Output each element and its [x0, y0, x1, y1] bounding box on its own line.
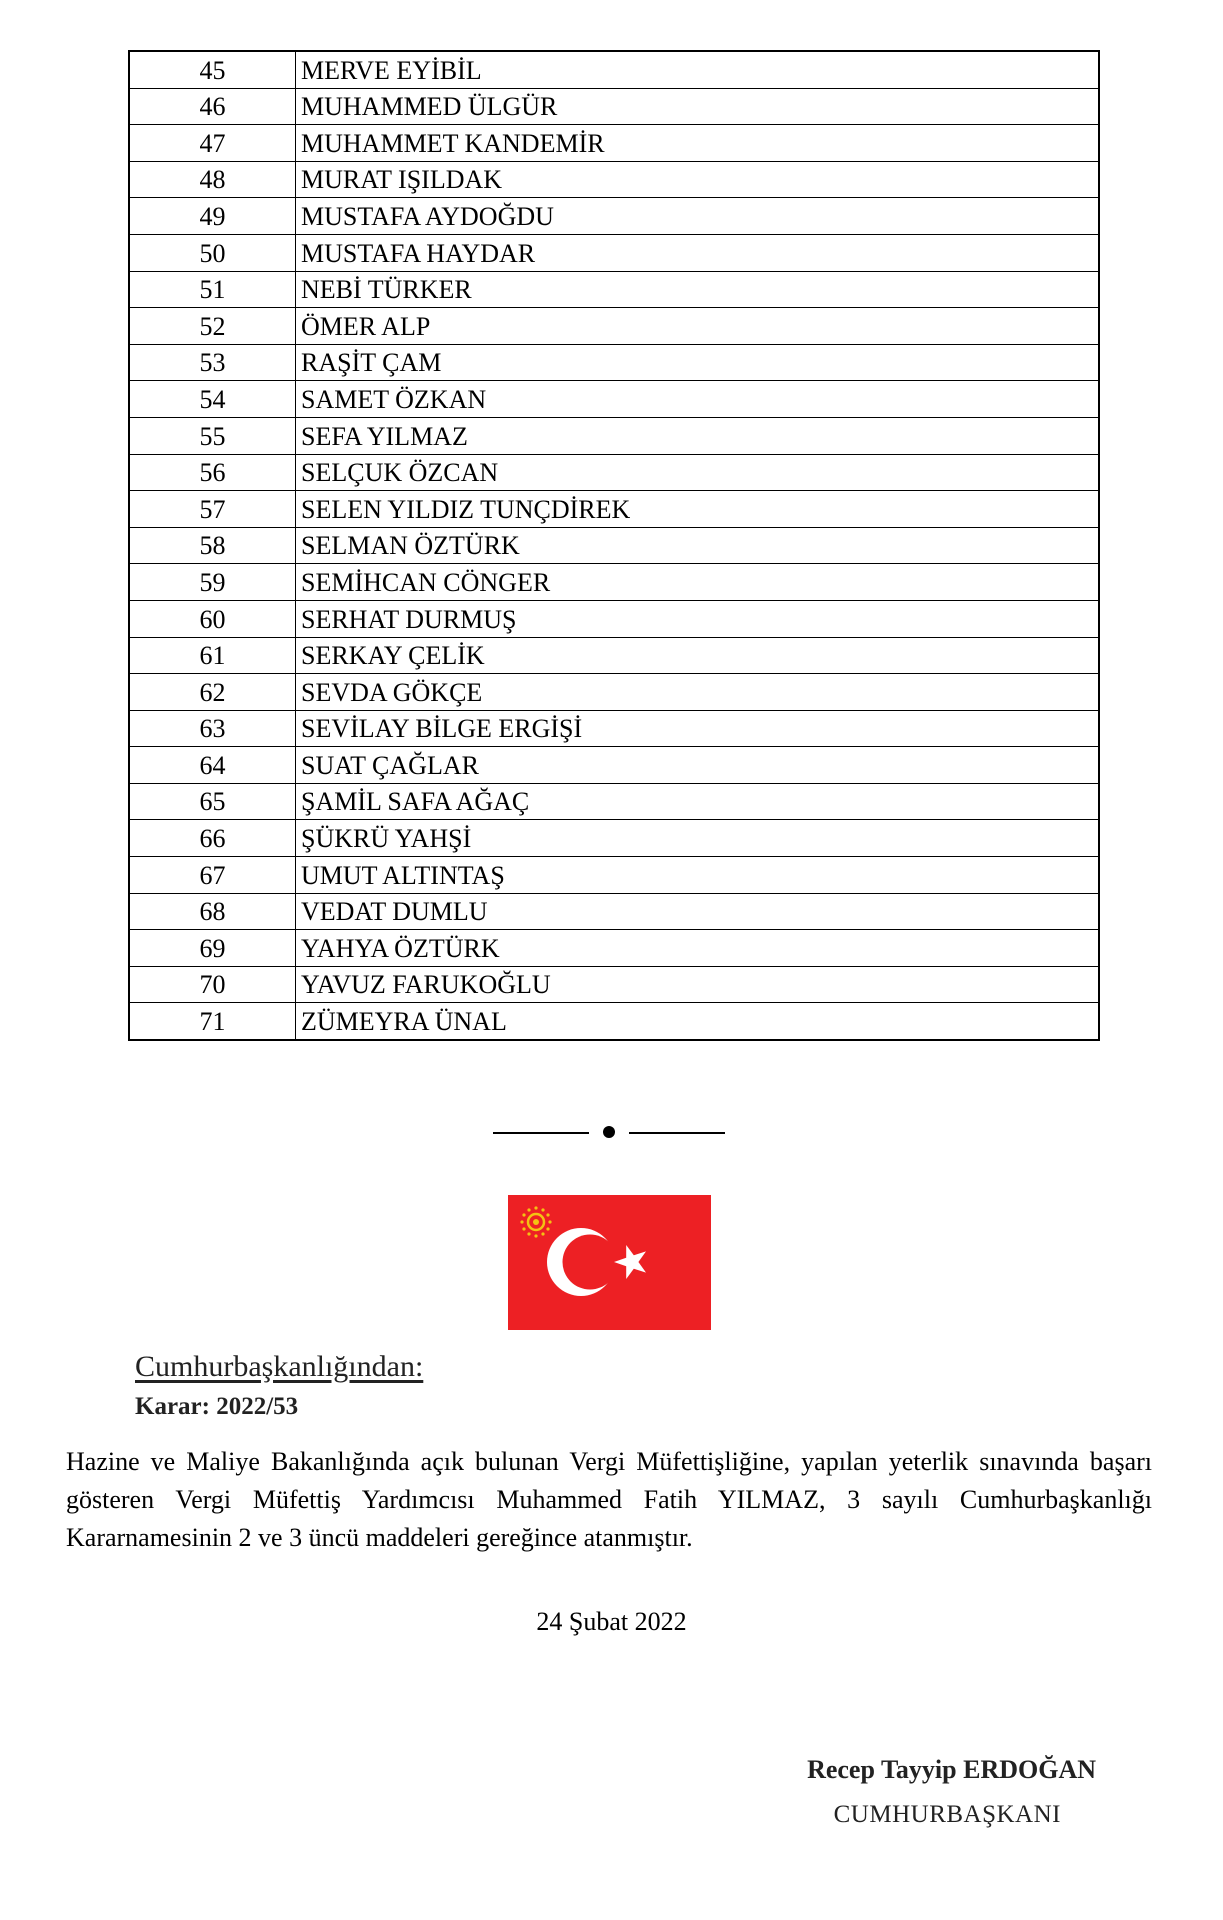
table-row [129, 381, 1099, 418]
table-row [129, 271, 1099, 308]
turkish-presidential-flag-icon [508, 1195, 711, 1330]
row-number: 45 [129, 51, 296, 88]
person-name: SEFA YILMAZ [296, 417, 1100, 454]
table-row [129, 88, 1099, 125]
person-name: ÖMER ALP [296, 308, 1100, 345]
issuing-authority-heading: Cumhurbaşkanlığından: [135, 1350, 424, 1383]
table-row [129, 344, 1099, 381]
table-row [129, 564, 1099, 601]
decision-number: Karar: 2022/53 [135, 1393, 299, 1420]
table-row [129, 857, 1099, 894]
person-name: SERKAY ÇELİK [296, 637, 1100, 674]
separator-dot [603, 1126, 615, 1138]
row-number: 65 [129, 783, 296, 820]
row-number: 49 [129, 198, 296, 235]
row-number: 56 [129, 454, 296, 491]
table-row [129, 637, 1099, 674]
person-name: MUHAMMET KANDEMİR [296, 125, 1100, 162]
row-number: 69 [129, 930, 296, 967]
row-number: 62 [129, 674, 296, 711]
table-row [129, 51, 1099, 88]
appointees-table [128, 50, 1100, 1041]
table-row [129, 527, 1099, 564]
person-name: YAHYA ÖZTÜRK [296, 930, 1100, 967]
person-name: SEMİHCAN CÖNGER [296, 564, 1100, 601]
row-number: 63 [129, 710, 296, 747]
person-name: ŞAMİL SAFA AĞAÇ [296, 783, 1100, 820]
row-number: 64 [129, 747, 296, 784]
decision-body-text: Hazine ve Maliye Bakanlığında açık bulunan Vergi Müfettişliğine, yapılan yeterlik sınavında başarı gösteren Vergi Müfettiş Yardımcısı Muhammed Fatih YILMAZ, 3 sayılı Cumhurbaşkanlığı Kararnamesinin 2 ve 3 üncü maddeleri gereğince atanmıştır. [66, 1447, 1152, 1552]
table-row [129, 966, 1099, 1003]
person-name: SELEN YILDIZ TUNÇDİREK [296, 491, 1100, 528]
table-row [129, 234, 1099, 271]
table-row [129, 491, 1099, 528]
row-number: 61 [129, 637, 296, 674]
table-row [129, 710, 1099, 747]
decision-date: 24 Şubat 2022 [536, 1607, 687, 1636]
row-number: 57 [129, 491, 296, 528]
row-number: 67 [129, 857, 296, 894]
table-row [129, 930, 1099, 967]
person-name: SEVİLAY BİLGE ERGİŞİ [296, 710, 1100, 747]
person-name: MUSTAFA HAYDAR [296, 234, 1100, 271]
table-row [129, 600, 1099, 637]
row-number: 48 [129, 161, 296, 198]
row-number: 46 [129, 88, 296, 125]
row-number: 53 [129, 344, 296, 381]
row-number: 54 [129, 381, 296, 418]
person-name: SELÇUK ÖZCAN [296, 454, 1100, 491]
table-row [129, 1003, 1099, 1040]
person-name: VEDAT DUMLU [296, 893, 1100, 930]
table-row [129, 161, 1099, 198]
row-number: 47 [129, 125, 296, 162]
table-row [129, 308, 1099, 345]
person-name: SUAT ÇAĞLAR [296, 747, 1100, 784]
table-row [129, 454, 1099, 491]
person-name: YAVUZ FARUKOĞLU [296, 966, 1100, 1003]
row-number: 55 [129, 417, 296, 454]
person-name: SELMAN ÖZTÜRK [296, 527, 1100, 564]
person-name: SERHAT DURMUŞ [296, 600, 1100, 637]
table-row [129, 198, 1099, 235]
row-number: 58 [129, 527, 296, 564]
table-row [129, 125, 1099, 162]
person-name: UMUT ALTINTAŞ [296, 857, 1100, 894]
person-name: ZÜMEYRA ÜNAL [296, 1003, 1100, 1040]
table-row [129, 820, 1099, 857]
table-row [129, 783, 1099, 820]
person-name: NEBİ TÜRKER [296, 271, 1100, 308]
row-number: 50 [129, 234, 296, 271]
table-row [129, 747, 1099, 784]
row-number: 66 [129, 820, 296, 857]
table-row [129, 417, 1099, 454]
person-name: MUSTAFA AYDOĞDU [296, 198, 1100, 235]
separator-line-right [629, 1132, 725, 1134]
signatory-title: CUMHURBAŞKANI [833, 1801, 1061, 1828]
person-name: RAŞİT ÇAM [296, 344, 1100, 381]
signatory-name: Recep Tayyip ERDOĞAN [807, 1755, 1096, 1784]
person-name: SAMET ÖZKAN [296, 381, 1100, 418]
person-name: ŞÜKRÜ YAHŞİ [296, 820, 1100, 857]
row-number: 59 [129, 564, 296, 601]
person-name: SEVDA GÖKÇE [296, 674, 1100, 711]
table-row [129, 893, 1099, 930]
row-number: 71 [129, 1003, 296, 1040]
separator-line-left [493, 1132, 589, 1134]
person-name: MERVE EYİBİL [296, 51, 1100, 88]
row-number: 70 [129, 966, 296, 1003]
person-name: MURAT IŞILDAK [296, 161, 1100, 198]
person-name: MUHAMMED ÜLGÜR [296, 88, 1100, 125]
row-number: 60 [129, 600, 296, 637]
row-number: 52 [129, 308, 296, 345]
table-row [129, 674, 1099, 711]
appointees-table-body [129, 51, 1099, 1040]
row-number: 51 [129, 271, 296, 308]
row-number: 68 [129, 893, 296, 930]
